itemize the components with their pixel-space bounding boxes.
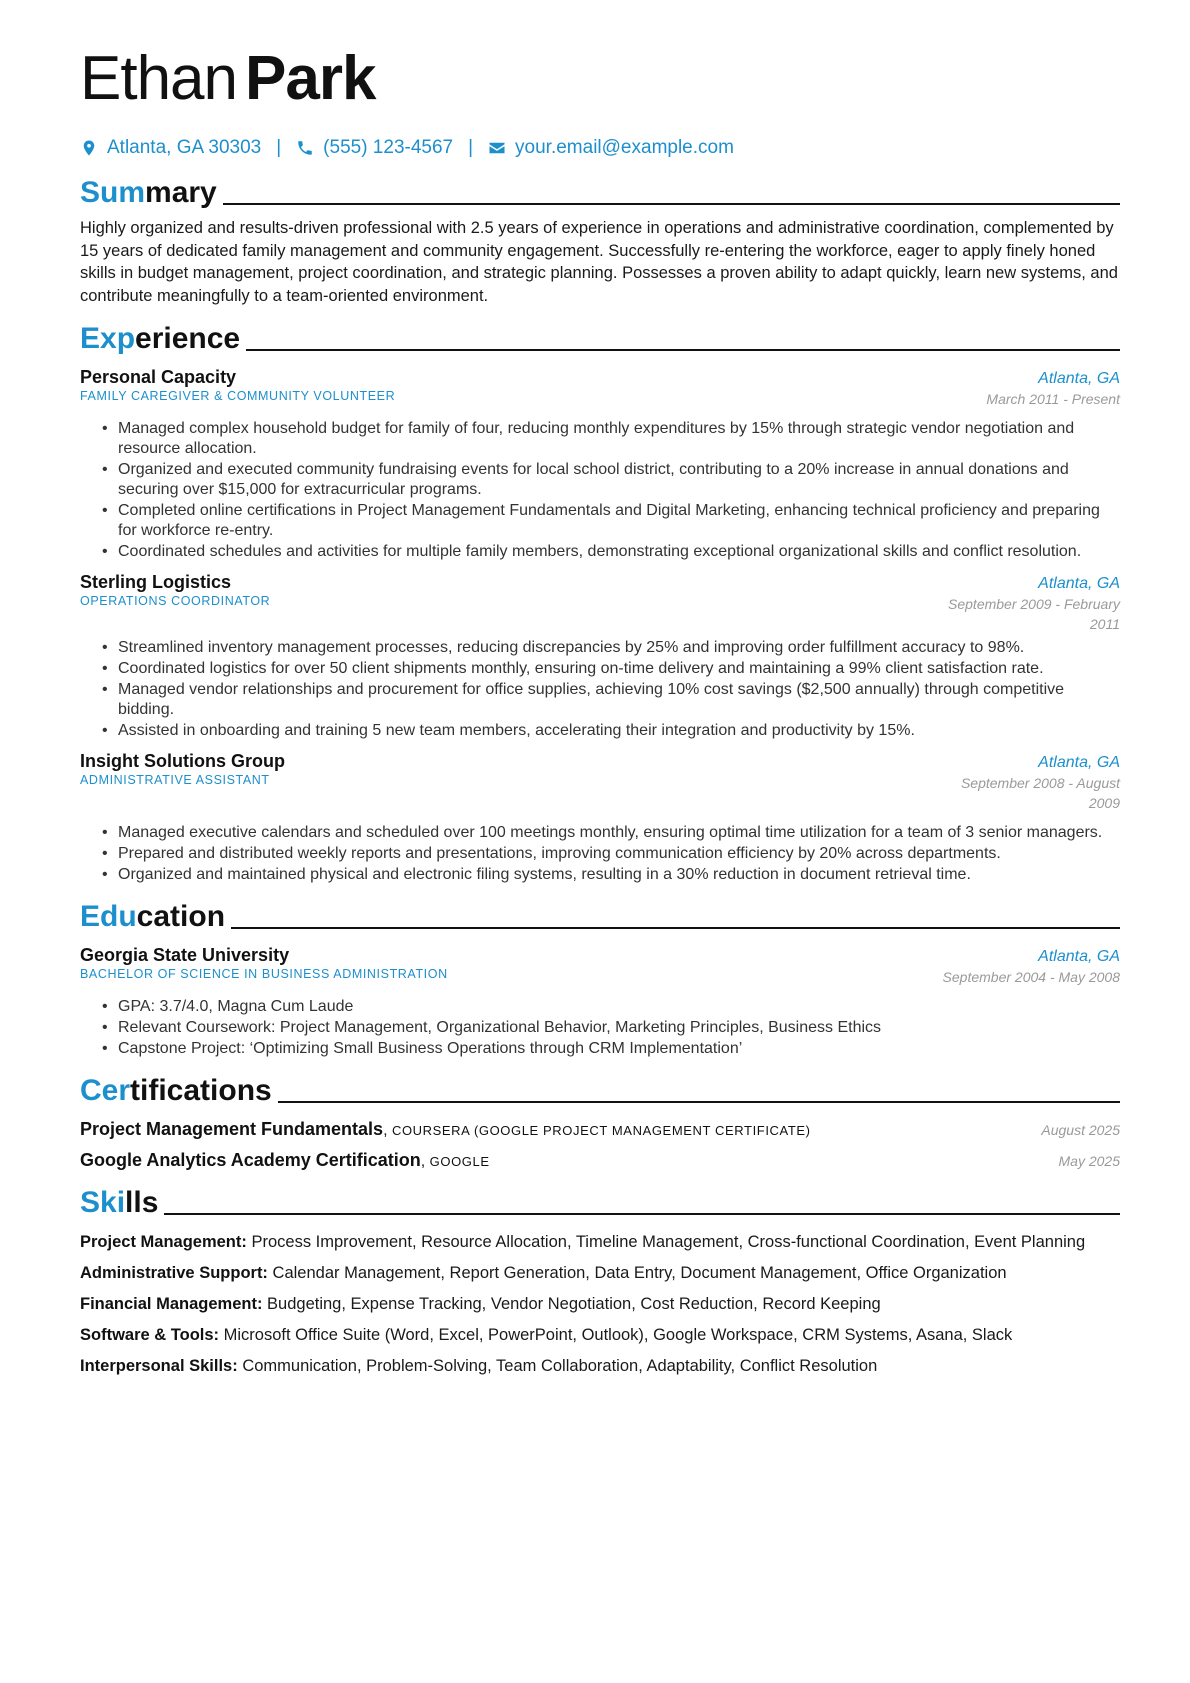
skill-category: Project Management: bbox=[80, 1233, 247, 1251]
bullet-list bbox=[102, 997, 1120, 1059]
education-entry bbox=[80, 945, 1120, 1059]
email-link[interactable]: your.email@example.com bbox=[515, 137, 734, 158]
certifications-heading bbox=[80, 1073, 1120, 1109]
bullet-item: • Organized and maintained physical and electronic filing systems, resulting in a 30% reduction in document retrieval time. bbox=[102, 865, 1120, 885]
bullet-item: • Coordinated logistics for over 50 client shipments monthly, ensuring on-time delivery and maintaining a 99% client satisfaction rate. bbox=[102, 659, 1120, 679]
skill-category: Administrative Support: bbox=[80, 1264, 268, 1282]
experience-entry bbox=[80, 751, 1120, 885]
entry-dates: September 2009 - February 2011 bbox=[948, 596, 1120, 632]
candidate-name bbox=[80, 44, 1120, 114]
degree-title: BACHELOR OF SCIENCE IN BUSINESS ADMINISTRATION bbox=[80, 967, 448, 981]
bullet-item: • Streamlined inventory management processes, reducing discrepancies by 25% and improving order fulfillment accuracy to 98%. bbox=[102, 638, 1120, 658]
phone-icon bbox=[296, 139, 314, 157]
bullet-item: • Managed executive calendars and scheduled over 100 meetings monthly, ensuring optimal time utilization for a team of 3 senior managers. bbox=[102, 823, 1120, 843]
skill-row bbox=[80, 1294, 1120, 1314]
employer-name: Insight Solutions Group bbox=[80, 751, 285, 771]
entry-location: Atlanta, GA bbox=[1038, 948, 1120, 965]
skill-items: Calendar Management, Report Generation, Data Entry, Document Management, Office Organization bbox=[272, 1264, 1007, 1282]
bullet-item: • Capstone Project: ‘Optimizing Small Business Operations through CRM Implementation’ bbox=[102, 1039, 1120, 1059]
bullet-item: • Organized and executed community fundraising events for local school district, contributing to a 20% increase in annual donations and securing over $15,000 for extracurricular programs. bbox=[102, 460, 1120, 500]
bullet-list bbox=[102, 823, 1120, 885]
certification-item: Google Analytics Academy Certification, GOOGLE May 2025 bbox=[80, 1150, 1120, 1170]
section-rule bbox=[231, 927, 1120, 929]
skill-category: Software & Tools: bbox=[80, 1326, 220, 1344]
certifications-heading-accent: Cer bbox=[80, 1074, 131, 1107]
entry-dates: March 2011 - Present bbox=[986, 391, 1120, 407]
experience-heading-rest: erience bbox=[135, 322, 241, 355]
experience-entry bbox=[80, 572, 1120, 741]
bullet-item: • Assisted in onboarding and training 5 new team members, accelerating their integration and productivity by 15%. bbox=[102, 721, 1120, 741]
envelope-icon bbox=[488, 139, 506, 157]
location-text: Atlanta, GA 30303 bbox=[107, 137, 262, 158]
skill-row bbox=[80, 1356, 1120, 1376]
last-name: Park bbox=[245, 44, 376, 113]
skill-row bbox=[80, 1263, 1120, 1283]
skill-items: Process Improvement, Resource Allocation, Timeline Management, Cross-functional Coordination, Event Planning bbox=[251, 1233, 1086, 1251]
contact-separator: | bbox=[276, 137, 282, 158]
contact-email[interactable] bbox=[488, 137, 734, 159]
map-marker-icon bbox=[80, 139, 98, 157]
contact-separator: | bbox=[468, 137, 474, 158]
employer-name: Personal Capacity bbox=[80, 367, 237, 387]
entry-dates: September 2004 - May 2008 bbox=[942, 969, 1120, 985]
experience-entry bbox=[80, 367, 1120, 562]
skill-items: Budgeting, Expense Tracking, Vendor Negotiation, Cost Reduction, Record Keeping bbox=[267, 1295, 881, 1313]
skills-heading-rest: lls bbox=[125, 1186, 159, 1219]
education-heading-accent: Edu bbox=[80, 900, 137, 933]
summary-text: Highly organized and results-driven professional with 2.5 years of experience in operations and administrative coordination, complemented by 15 years of dedicated family management and community engagement. Successfully re-entering the workforce, eager to apply finely honed skills in budget management, project coordination, and strategic planning. Possesses a proven ability to adapt quickly, learn new systems, and contribute meaningfully to a team-oriented environment. bbox=[80, 219, 1118, 305]
resume-page bbox=[80, 0, 1120, 1376]
education-heading-rest: cation bbox=[136, 900, 226, 933]
skill-items: Microsoft Office Suite (Word, Excel, PowerPoint, Outlook), Google Workspace, CRM Systems, Asana, Slack bbox=[223, 1326, 1013, 1344]
school-name: Georgia State University bbox=[80, 945, 290, 965]
bullet-list bbox=[102, 419, 1120, 562]
contact-phone[interactable] bbox=[296, 137, 453, 159]
summary-heading-rest: mary bbox=[145, 176, 217, 209]
skill-items: Communication, Problem-Solving, Team Collaboration, Adaptability, Conflict Resolution bbox=[242, 1357, 878, 1375]
job-title: FAMILY CAREGIVER & COMMUNITY VOLUNTEER bbox=[80, 389, 396, 403]
bullet-item: • Completed online certifications in Project Management Fundamentals and Digital Marketing, enhancing technical proficiency and preparing for workforce re-entry. bbox=[102, 501, 1120, 541]
experience-heading bbox=[80, 321, 1120, 357]
section-rule bbox=[164, 1213, 1120, 1215]
certifications-heading-rest: tifications bbox=[130, 1074, 272, 1107]
bullet-item: • Prepared and distributed weekly reports and presentations, improving communication efficiency by 20% across departments. bbox=[102, 844, 1120, 864]
skill-category: Financial Management: bbox=[80, 1295, 263, 1313]
job-title: ADMINISTRATIVE ASSISTANT bbox=[80, 773, 270, 787]
experience-heading-accent: Exp bbox=[80, 322, 136, 355]
skill-row bbox=[80, 1325, 1120, 1345]
entry-location: Atlanta, GA bbox=[1038, 754, 1120, 771]
certification-name: Google Analytics Academy Certification bbox=[80, 1150, 421, 1170]
bullet-item: • Managed complex household budget for family of four, reducing monthly expenditures by 15% through strategic vendor negotiation and resource allocation. bbox=[102, 419, 1120, 459]
section-rule bbox=[246, 349, 1120, 351]
skill-category: Interpersonal Skills: bbox=[80, 1357, 238, 1375]
entry-location: Atlanta, GA bbox=[1038, 575, 1120, 592]
summary-heading-accent: Sum bbox=[80, 176, 146, 209]
section-rule bbox=[278, 1101, 1120, 1103]
entry-dates: September 2008 - August 2009 bbox=[960, 775, 1120, 811]
certification-issuer: COURSERA (GOOGLE PROJECT MANAGEMENT CERTIFICATE) bbox=[391, 1123, 811, 1138]
employer-name: Sterling Logistics bbox=[80, 572, 232, 592]
certification-issuer: GOOGLE bbox=[429, 1154, 490, 1169]
entry-location: Atlanta, GA bbox=[1038, 370, 1120, 387]
bullet-item: • Relevant Coursework: Project Management, Organizational Behavior, Marketing Principles, Business Ethics bbox=[102, 1018, 1120, 1038]
skill-row bbox=[80, 1232, 1120, 1252]
phone-text: (555) 123-4567 bbox=[323, 137, 454, 158]
education-heading bbox=[80, 899, 1120, 935]
certification-item: Project Management Fundamentals, COURSERA (GOOGLE PROJECT MANAGEMENT CERTIFICATE) August 2025 bbox=[80, 1119, 1120, 1139]
certification-date: August 2025 bbox=[1041, 1122, 1120, 1138]
job-title: OPERATIONS COORDINATOR bbox=[80, 594, 271, 608]
section-rule bbox=[223, 203, 1120, 205]
contact-location bbox=[80, 137, 261, 159]
skills-heading bbox=[80, 1185, 1120, 1221]
bullet-item: • Managed vendor relationships and procurement for office supplies, achieving 10% cost savings ($2,500 annually) through competitive bidding. bbox=[102, 680, 1120, 720]
summary-heading bbox=[80, 175, 1120, 211]
bullet-item: • GPA: 3.7/4.0, Magna Cum Laude bbox=[102, 997, 1120, 1017]
contact-bar bbox=[80, 135, 1120, 161]
first-name: Ethan bbox=[80, 44, 238, 113]
skills-heading-accent: Ski bbox=[80, 1186, 126, 1219]
bullet-item: • Coordinated schedules and activities for multiple family members, demonstrating exceptional organizational skills and conflict resolution. bbox=[102, 542, 1120, 562]
certification-date: May 2025 bbox=[1058, 1153, 1120, 1169]
bullet-list bbox=[102, 638, 1120, 741]
certification-name: Project Management Fundamentals bbox=[80, 1119, 384, 1139]
